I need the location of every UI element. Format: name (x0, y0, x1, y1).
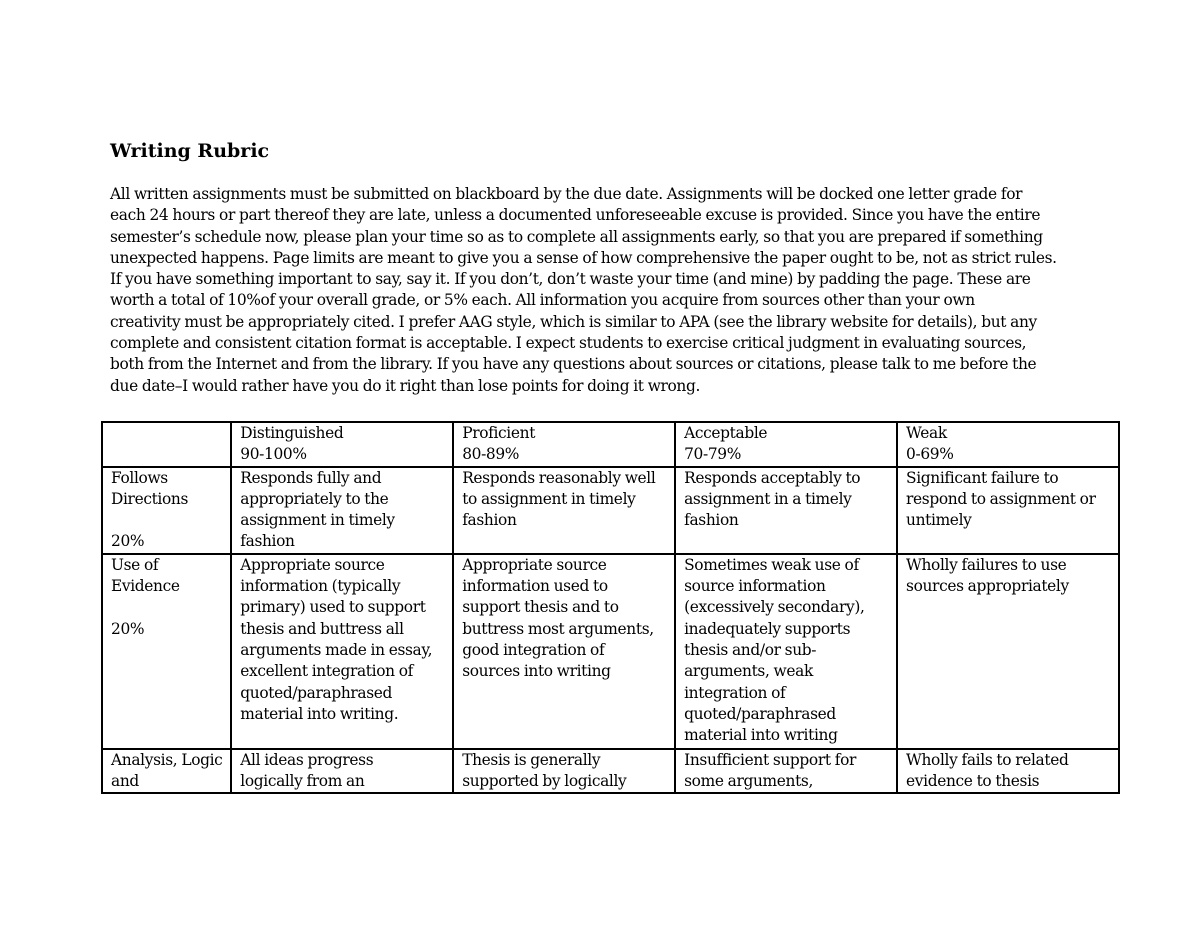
intro-line: each 24 hours or part thereof they are late, unless a documented unforeseeable excuse is provided. Since you have the entire (110, 206, 1041, 225)
cell-line: thesis and buttress all (240, 619, 404, 638)
rubric-cell-distinguished (231, 749, 453, 794)
level-header-weak (897, 422, 1119, 467)
criterion-weight: 20% (111, 619, 145, 638)
rubric-cell-proficient (453, 749, 675, 794)
level-header-proficient (453, 422, 675, 467)
cell-line: Significant failure to (906, 468, 1059, 487)
rubric-table (101, 421, 1120, 794)
intro-line: semester’s schedule now, please plan your time so as to complete all assignments early, so that you are prepared if something (110, 227, 1043, 246)
cell-line: thesis and/or sub- (684, 640, 817, 659)
criterion-weight: 20% (111, 532, 145, 551)
criterion-header-cell (102, 422, 231, 467)
cell-line: material into writing (684, 726, 838, 745)
cell-line: supported by logically (462, 772, 627, 791)
cell-line: support thesis and to (462, 598, 619, 617)
cell-line: sources appropriately (906, 577, 1069, 596)
cell-line: source information (684, 577, 826, 596)
rubric-cell-acceptable (675, 467, 897, 554)
cell-line: information used to (462, 577, 608, 596)
cell-line: some arguments, (684, 772, 814, 791)
cell-line: Responds reasonably well (462, 468, 656, 487)
intro-line: If you have something important to say, say it. If you don’t, don’t waste your time (and mine) by padding the page. These are (110, 270, 1031, 289)
cell-line: primary) used to support (240, 598, 426, 617)
cell-line: fashion (240, 532, 295, 551)
criterion-label: Evidence (111, 577, 180, 596)
intro-line: creativity must be appropriately cited. I prefer AAG style, which is similar to APA (see the library website for details), but any (110, 312, 1037, 331)
level-name: Proficient (462, 424, 536, 442)
rubric-cell-proficient (453, 554, 675, 749)
intro-line: All written assignments must be submitted on blackboard by the due date. Assignments will be docked one letter grade for (110, 185, 1023, 203)
cell-spacer (111, 510, 224, 531)
rubric-cell-weak (897, 467, 1119, 554)
cell-line: Insufficient support for (684, 750, 857, 769)
criterion-cell (102, 749, 231, 794)
intro-line: unexpected happens. Page limits are meant to give you a sense of how comprehensive the paper ought to be, not as strict rules. (110, 248, 1057, 267)
cell-line: material into writing. (240, 704, 399, 723)
level-header-acceptable (675, 422, 897, 467)
rubric-cell-proficient (453, 467, 675, 554)
cell-line: to assignment in timely (462, 489, 636, 508)
rubric-cell-weak (897, 749, 1119, 794)
criterion-label: Directions (111, 489, 189, 508)
level-name: Weak (906, 424, 947, 442)
cell-line: Appropriate source (240, 555, 385, 574)
cell-line: untimely (906, 511, 972, 530)
cell-line: logically from an (240, 772, 365, 791)
level-range: 90-100% (240, 445, 307, 464)
cell-line: arguments, weak (684, 662, 813, 681)
rubric-cell-weak (897, 554, 1119, 749)
cell-line: inadequately supports (684, 619, 851, 638)
cell-line: arguments made in essay, (240, 640, 433, 659)
criterion-cell (102, 554, 231, 749)
criterion-label: Analysis, Logic (111, 750, 223, 769)
cell-line: respond to assignment or (906, 489, 1096, 508)
cell-line: good integration of (462, 640, 605, 659)
rubric-cell-acceptable (675, 749, 897, 794)
cell-line: integration of (684, 683, 786, 702)
rubric-cell-distinguished (231, 554, 453, 749)
intro-line: complete and consistent citation format is acceptable. I expect students to exercise critical judgment in evaluating sources, (110, 334, 1027, 353)
cell-line: assignment in timely (240, 511, 395, 530)
intro-line: due date–I would rather have you do it right than lose points for doing it wrong. (110, 376, 701, 395)
rubric-row-follows-directions (102, 467, 1119, 554)
cell-line: Thesis is generally (462, 750, 601, 769)
rubric-cell-acceptable (675, 554, 897, 749)
criterion-label: Use of (111, 555, 159, 574)
level-header-distinguished (231, 422, 453, 467)
cell-line: All ideas progress (240, 750, 374, 769)
cell-line: Responds fully and (240, 468, 382, 487)
rubric-row-analysis-logic (102, 749, 1119, 794)
page-title: Writing Rubric (110, 140, 270, 162)
level-name: Acceptable (684, 424, 768, 442)
cell-line: information (typically (240, 577, 401, 596)
cell-line: buttress most arguments, (462, 619, 654, 638)
criterion-label: Follows (111, 468, 168, 487)
cell-line: assignment in a timely (684, 489, 852, 508)
level-name: Distinguished (240, 424, 344, 442)
cell-line: excellent integration of (240, 662, 413, 681)
cell-line: appropriately to the (240, 489, 389, 508)
cell-line: sources into writing (462, 662, 611, 681)
cell-line: Responds acceptably to (684, 468, 861, 487)
cell-line: Wholly fails to related (906, 750, 1069, 769)
intro-paragraph (110, 184, 1105, 397)
level-range: 70-79% (684, 445, 742, 464)
level-range: 80-89% (462, 445, 520, 464)
cell-line: (excessively secondary), (684, 598, 865, 617)
cell-line: evidence to thesis (906, 772, 1040, 791)
cell-line: fashion (684, 511, 739, 530)
criterion-cell (102, 467, 231, 554)
rubric-cell-distinguished (231, 467, 453, 554)
rubric-header-row (102, 422, 1119, 467)
criterion-label: and (111, 772, 139, 791)
cell-line: Appropriate source (462, 555, 607, 574)
cell-line: quoted/paraphrased (684, 704, 836, 723)
document-page (110, 138, 1120, 397)
cell-line: Wholly failures to use (906, 555, 1067, 574)
intro-line: both from the Internet and from the library. If you have any questions about sources or citations, please talk to me before the (110, 355, 1037, 374)
level-range: 0-69% (906, 445, 954, 464)
rubric-row-use-of-evidence (102, 554, 1119, 749)
cell-line: quoted/paraphrased (240, 683, 393, 702)
intro-line: worth a total of 10%of your overall grade, or 5% each. All information you acquire from sources other than your own (110, 291, 975, 310)
cell-spacer (111, 597, 224, 618)
cell-line: fashion (462, 511, 517, 530)
cell-line: Sometimes weak use of (684, 555, 859, 574)
